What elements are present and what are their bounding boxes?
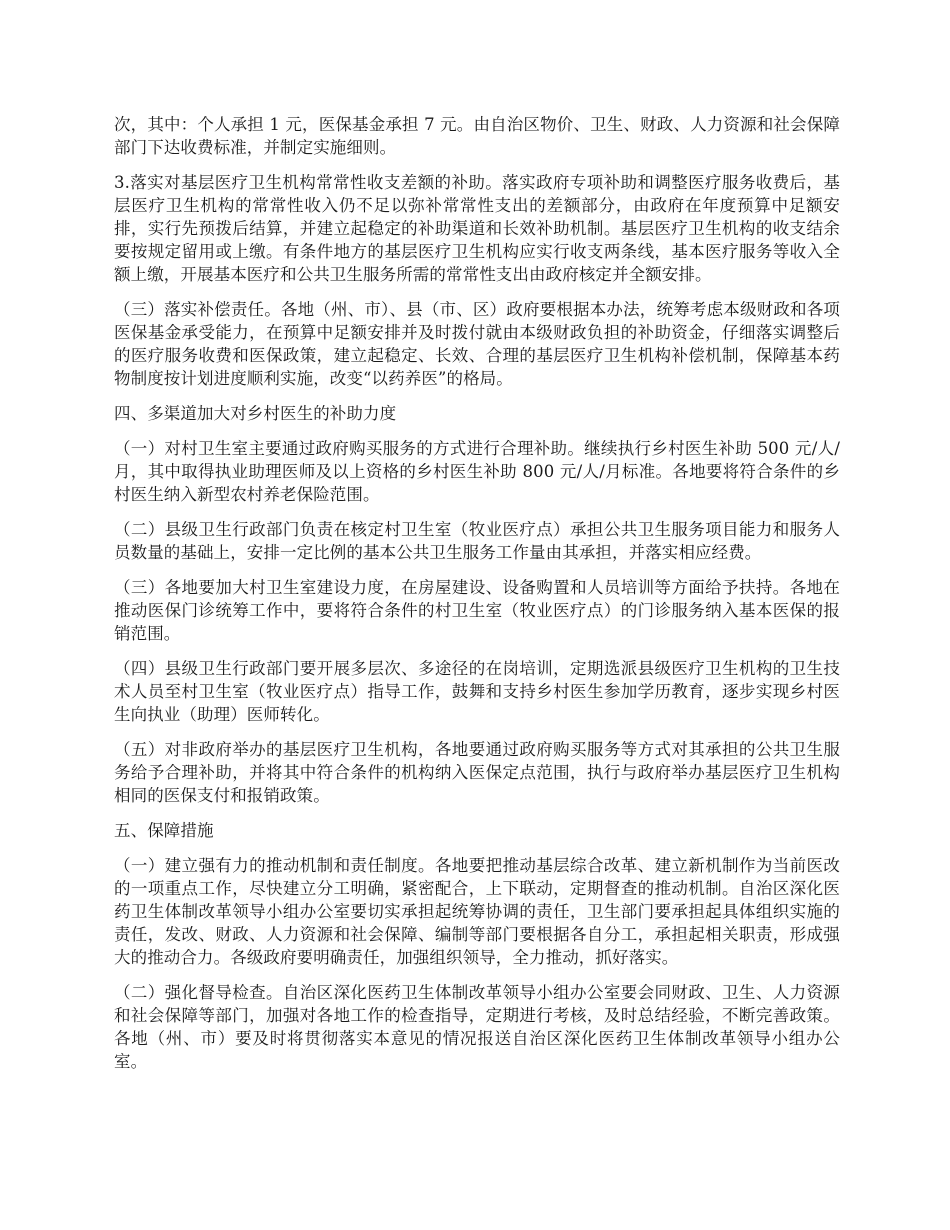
document-body xyxy=(114,113,840,1085)
paragraph-fee-standard: 次，其中：个人承担 1 元，医保基金承担 7 元。由自治区物价、卫生、财政、人力资源和社会保障部门下达收费标准，并制定实施细则。 xyxy=(114,115,840,157)
paragraph-supervision: （二）强化督导检查。自治区深化医药卫生体制改革领导小组办公室要会同财政、卫生、人力资源和社会保障等部门，加强对各地工作的检查指导，定期进行考核，及时总结经验，不断完善政策。各地（州、市）要及时将贯彻落实本意见的情况报送自治区深化医药卫生体制改革领导小组办公室。 xyxy=(114,983,840,1071)
paragraph-non-government-institutions: （五）对非政府举办的基层医疗卫生机构，各地要通过政府购买服务等方式对其承担的公共卫生服务给予合理补助，并将其中符合条件的机构纳入医保定点范围，执行与政府举办基层医疗卫生机构相同的医保支付和报销政策。 xyxy=(114,740,840,805)
paragraph-promotion-mechanism: （一）建立强有力的推动机制和责任制度。各地要把推动基层综合改革、建立新机制作为当前医改的一项重点工作，尽快建立分工明确，紧密配合，上下联动，定期督查的推动机制。自治区深化医药卫生体制改革领导小组办公室要切实承担起统筹协调的责任，卫生部门要承担起具体组织实施的责任，发改、财政、人力资源和社会保障、编制等部门要根据各自分工，承担起相关职责，形成强大的推动合力。各级政府要明确责任，加强组织领导，全力推动，抓好落实。 xyxy=(114,856,840,967)
paragraph-village-clinic-subsidy: （一）对村卫生室主要通过政府购买服务的方式进行合理补助。继续执行乡村医生补助 500 元/人/月，其中取得执业助理医师及以上资格的乡村医生补助 800 元/人/月标准。各地要将符合条件的乡村医生纳入新型农村养老保险范围。 xyxy=(114,439,840,504)
section-heading-village-doctors: 四、多渠道加大对乡村医生的补助力度 xyxy=(114,404,397,423)
paragraph-subsidy-balance: 3.落实对基层医疗卫生机构常常性收支差额的补助。落实政府专项补助和调整医疗服务收费后，基层医疗卫生机构的常常性收入仍不足以弥补常常性支出的差额部分，由政府在年度预算中足额安排，实行先预拨后结算，并建立起稳定的补助渠道和长效补助机制。基层医疗卫生机构的收支结余要按规定留用或上缴。有条件地方的基层医疗卫生机构应实行收支两条线，基本医疗服务等收入全额上缴，开展基本医疗和公共卫生服务所需的常常性支出由政府核定并全额安排。 xyxy=(114,173,840,284)
paragraph-clinic-construction: （三）各地要加大村卫生室建设力度，在房屋建设、设备购置和人员培训等方面给予扶持。各地在推动医保门诊统筹工作中，要将符合条件的村卫生室（牧业医疗点）的门诊服务纳入基本医保的报销范围。 xyxy=(114,578,840,643)
paragraph-training: （四）县级卫生行政部门要开展多层次、多途径的在岗培训，定期选派县级医疗卫生机构的卫生技术人员至村卫生室（牧业医疗点）指导工作，鼓舞和支持乡村医生参加学历教育，逐步实现乡村医生向执业（助理）医师转化。 xyxy=(114,659,840,724)
paragraph-compensation-responsibility: （三）落实补偿责任。各地（州、市）、县（市、区）政府要根据本办法，统筹考虑本级财政和各项医保基金承受能力，在预算中足额安排并及时拨付就由本级财政负担的补助资金，仔细落实调整后的医疗服务收费和医保政策，建立起稳定、长效、合理的基层医疗卫生机构补偿机制，保障基本药物制度按计划进度顺利实施，改变“以药养医”的格局。 xyxy=(114,300,840,388)
section-heading-safeguards: 五、保障措施 xyxy=(114,821,214,840)
paragraph-public-health-workload: （二）县级卫生行政部门负责在核定村卫生室（牧业医疗点）承担公共卫生服务项目能力和服务人员数量的基础上，安排一定比例的基本公共卫生服务工作量由其承担，并落实相应经费。 xyxy=(114,520,840,562)
